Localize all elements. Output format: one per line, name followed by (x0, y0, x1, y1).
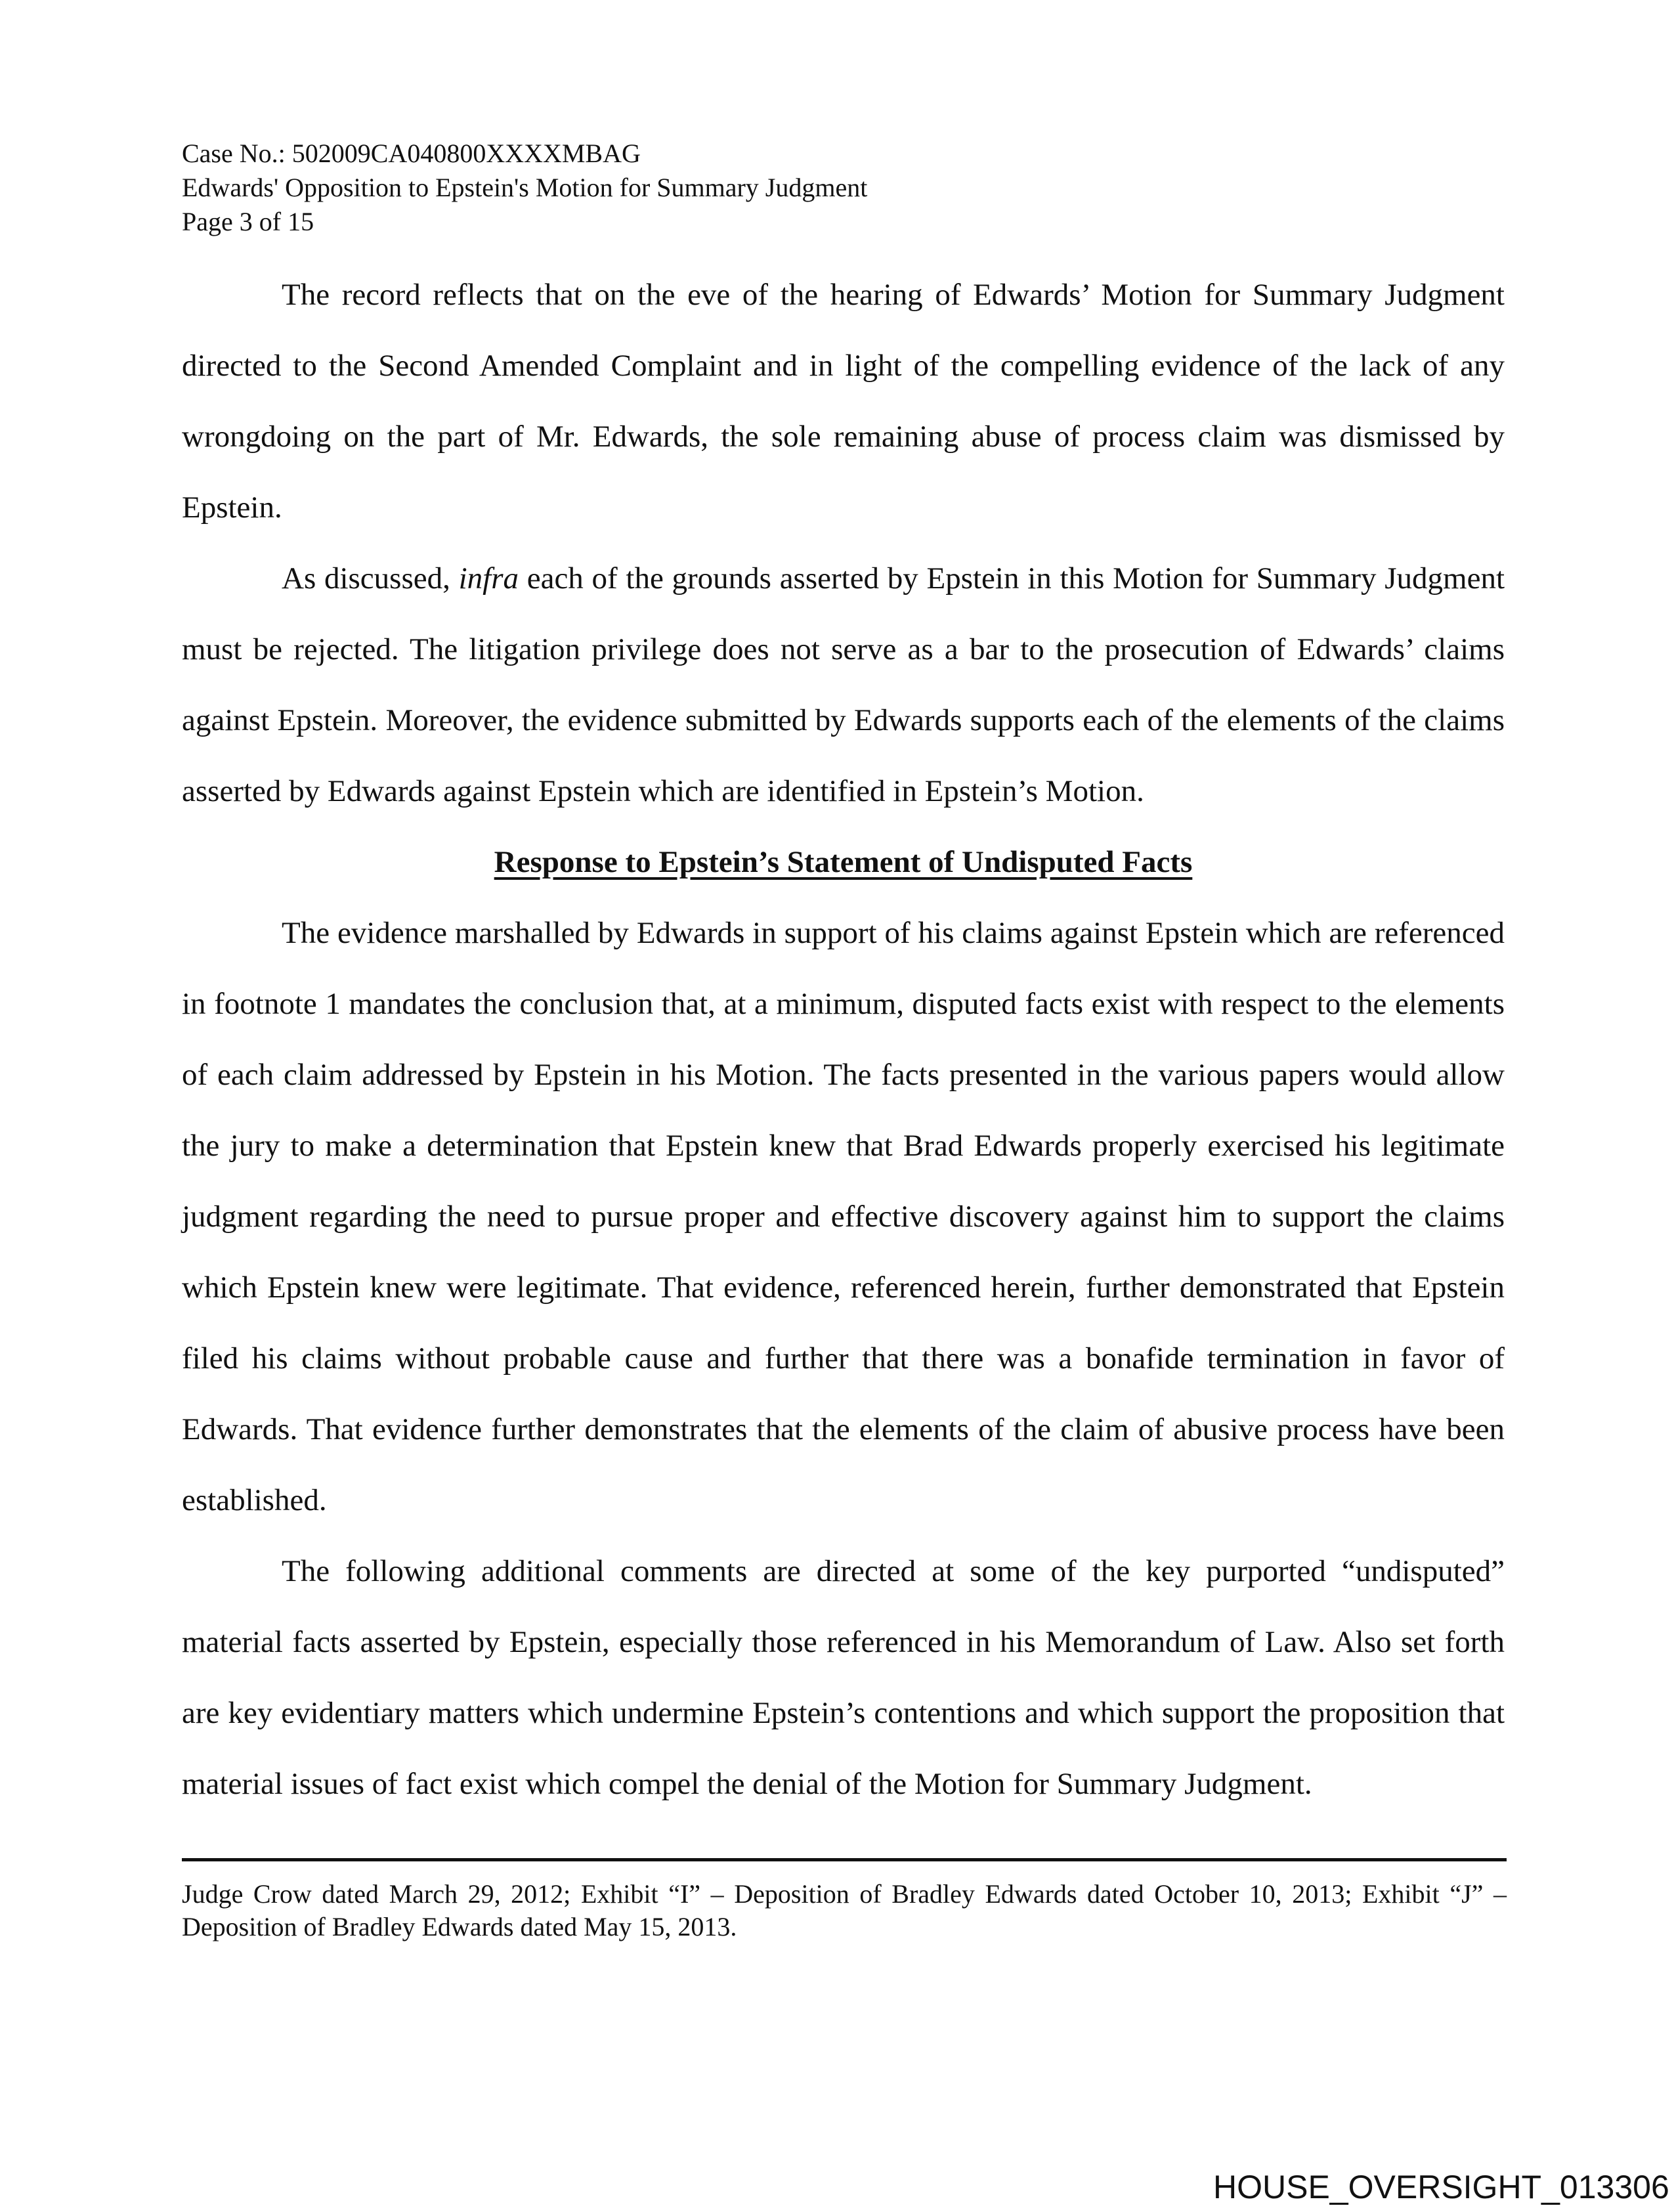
document-body (182, 259, 1505, 1819)
paragraph-additional-comments: The following additional comments are directed at some of the key purported “undisputed” material facts asserted by Epstein, especially those referenced in his Memorandum of Law. Also set forth are key evidentiary matters which undermine Epstein’s contentions and which support the proposition that material issues of fact exist which compel the denial of the Motion for Summary Judgment. (182, 1554, 1505, 1801)
paragraph-grounds-post: each of the grounds asserted by Epstein in this Motion for Summary Judgment must be rejected. The litigation privilege does not serve as a bar to the prosecution of Edwards’ claims against Epstein. Moreover, the evidence submitted by Edwards supports each of the elements of the claims asserted by Edwards against Epstein which are identified in Epstein’s Motion. (182, 561, 1505, 808)
footnote: Judge Crow dated March 29, 2012; Exhibit “I” – Deposition of Bradley Edwards dated October 10, 2013; Exhibit “J” – Deposition of Bradley Edwards dated May 15, 2013. (182, 1879, 1507, 1941)
page-header (182, 137, 867, 239)
page-number: Page 3 of 15 (182, 207, 314, 236)
infra-italic: infra (458, 561, 519, 596)
footnote-divider (182, 1858, 1507, 1861)
paragraph-dismissal: The record reflects that on the eve of the hearing of Edwards’ Motion for Summary Judgment directed to the Second Amended Complaint and in light of the compelling evidence of the lack of any wrongdoing on the part of Mr. Edwards, the sole remaining abuse of process claim was dismissed by Epstein. (182, 278, 1505, 525)
paragraph-grounds (182, 543, 1505, 827)
paragraph-evidence: The evidence marshalled by Edwards in support of his claims against Epstein which are referenced in footnote 1 mandates the conclusion that, at a minimum, disputed facts exist with respect to the elements of each claim addressed by Epstein in his Motion. The facts presented in the various papers would allow the jury to make a determination that Epstein knew that Brad Edwards properly exercised his legitimate judgment regarding the need to pursue proper and effective discovery against him to support the claims which Epstein knew were legitimate. That evidence, referenced herein, further demonstrated that Epstein filed his claims without probable cause and further that there was a bonafide termination in favor of Edwards. That evidence further demonstrates that the elements of the claim of abusive process have been established. (182, 916, 1505, 1517)
section-heading: Response to Epstein’s Statement of Undisputed Facts (494, 845, 1193, 879)
bates-number: HOUSE_OVERSIGHT_013306 (1213, 2169, 1669, 2205)
paragraph-grounds-pre: As discussed, (282, 561, 459, 596)
document-title: Edwards' Opposition to Epstein's Motion for Summary Judgment (182, 173, 868, 202)
case-number: Case No.: 502009CA040800XXXXMBAG (182, 139, 641, 168)
